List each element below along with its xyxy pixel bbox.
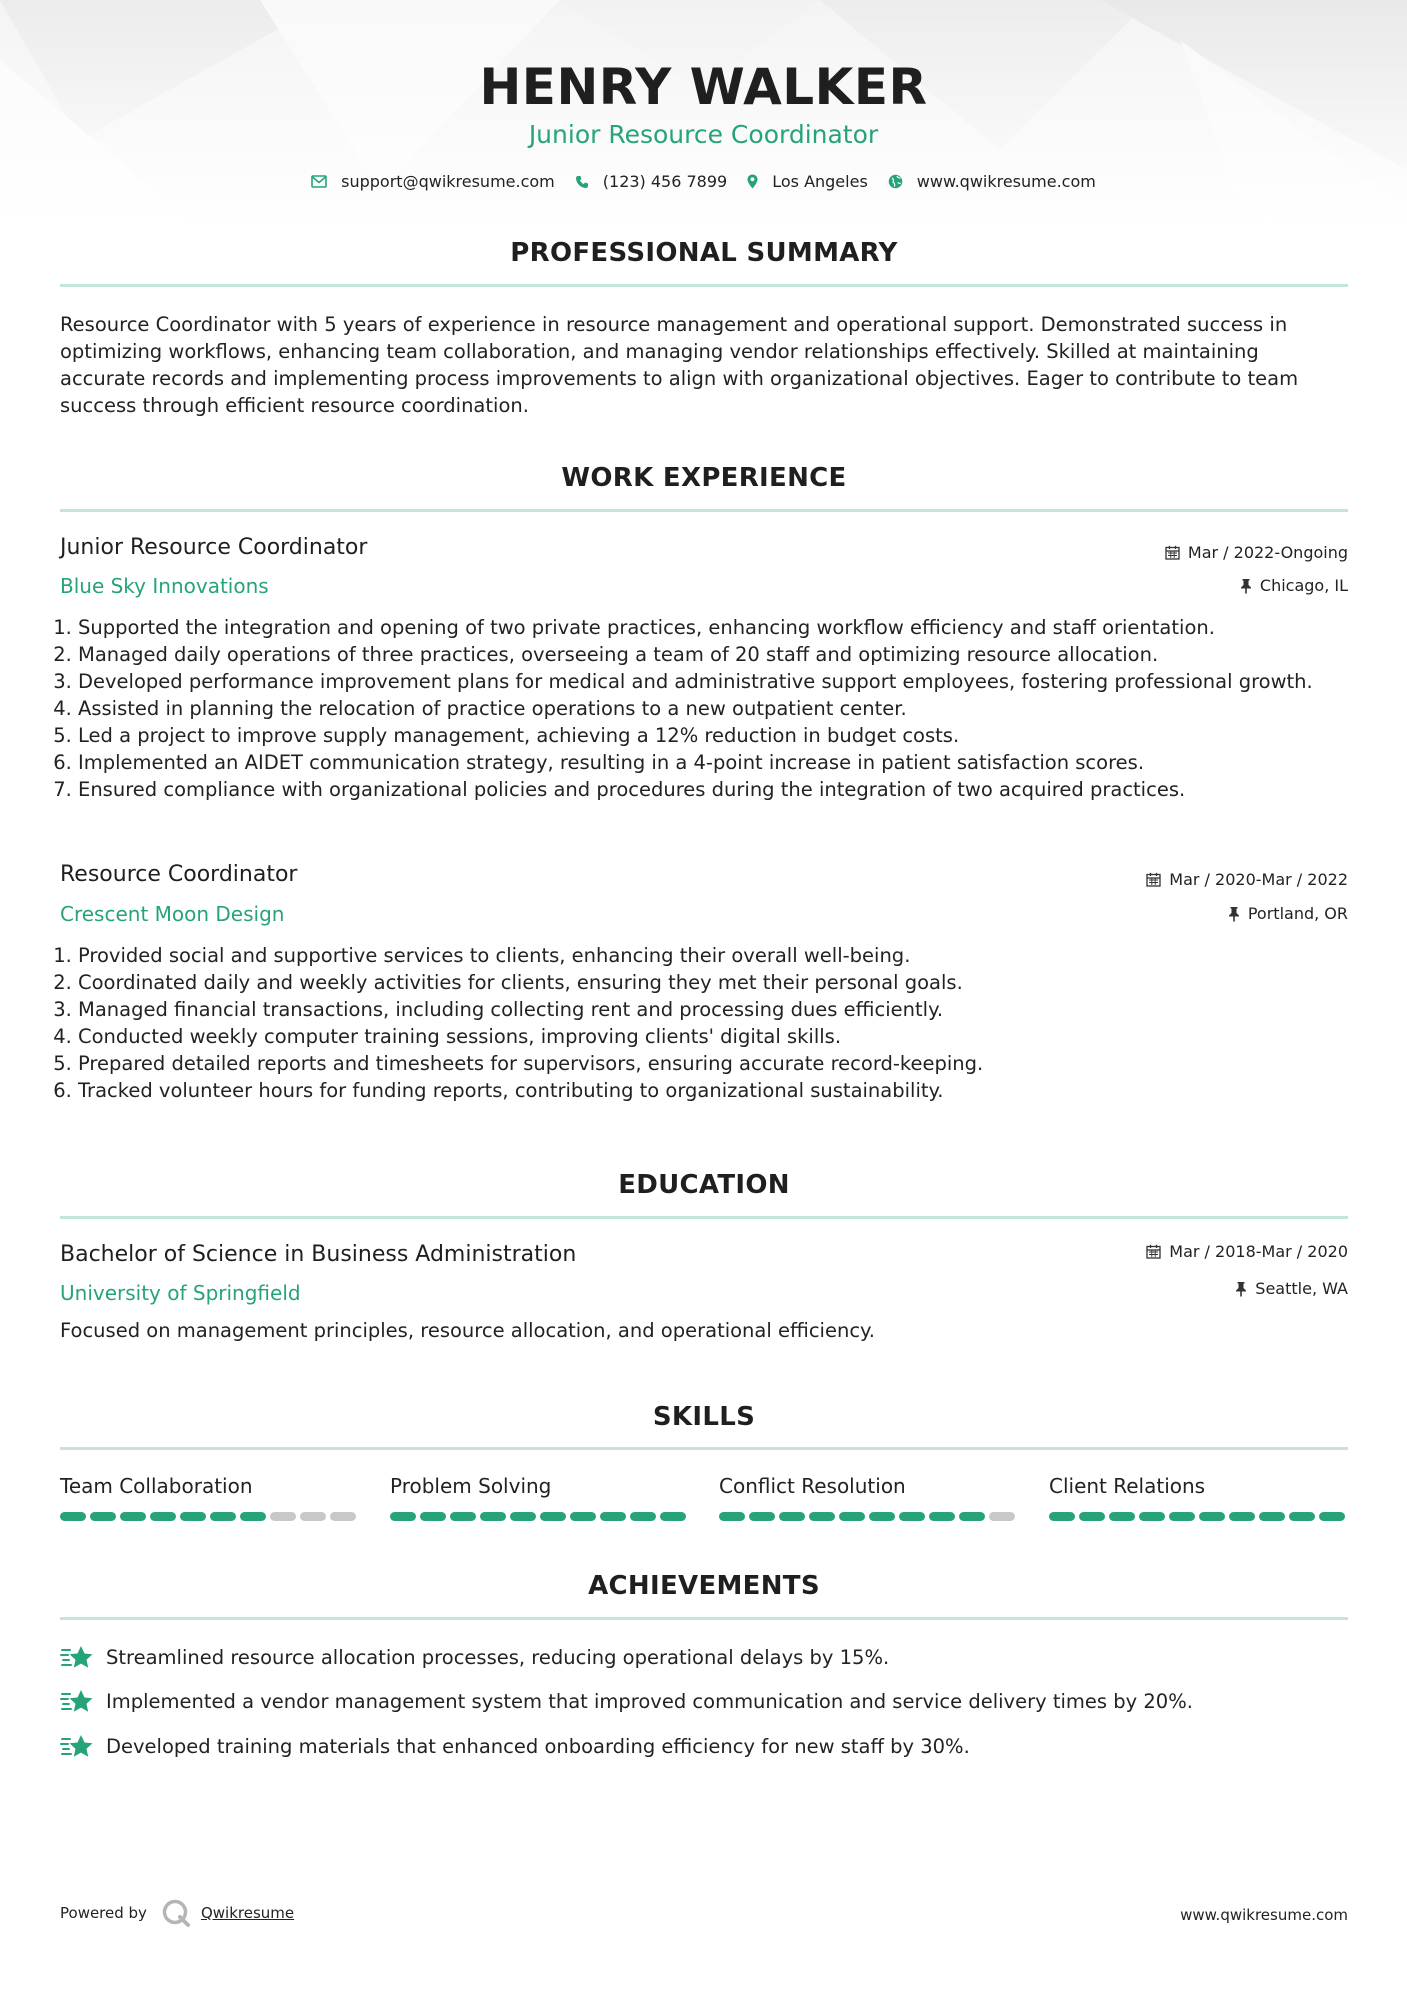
skill-level-bar [719, 1512, 1019, 1521]
pushpin-icon [1235, 1281, 1247, 1297]
education-location-text: Seattle, WA [1255, 1279, 1348, 1298]
skill-segment-filled [660, 1512, 686, 1521]
skill-segment-filled [1199, 1512, 1225, 1521]
job-title: Junior Resource Coordinator [60, 535, 368, 560]
skill-segment-filled [1169, 1512, 1195, 1521]
envelope-icon [311, 175, 327, 188]
job-location-text: Portland, OR [1247, 904, 1348, 923]
star-icon [60, 1644, 94, 1670]
summary-heading: PROFESSIONAL SUMMARY [510, 238, 898, 268]
pushpin-icon [1228, 906, 1240, 922]
skill-segment-filled [510, 1512, 536, 1521]
skill-segment-filled [240, 1512, 266, 1521]
skill-segment-filled [210, 1512, 236, 1521]
education-location [1235, 1279, 1348, 1298]
skill-item [390, 1474, 690, 1521]
skill-name: Conflict Resolution [719, 1474, 906, 1498]
job-bullets [55, 942, 1348, 1104]
job-location [1240, 576, 1348, 595]
skill-segment-filled [1229, 1512, 1255, 1521]
skill-segment-filled [839, 1512, 865, 1521]
skill-segment-filled [1049, 1512, 1075, 1521]
skill-name: Problem Solving [390, 1474, 552, 1498]
education-degree: Bachelor of Science in Business Administration [60, 1242, 577, 1267]
skill-segment-filled [959, 1512, 985, 1521]
achievement-item [60, 1644, 889, 1670]
candidate-name: HENRY WALKER [479, 58, 928, 116]
skill-segment-filled [1289, 1512, 1315, 1521]
skill-segment-filled [570, 1512, 596, 1521]
achievement-text: Streamlined resource allocation processes, reducing operational delays by 15%. [106, 1645, 890, 1669]
calendar-icon [1146, 1244, 1161, 1259]
education-date-text: Mar / 2018-Mar / 2020 [1169, 1242, 1348, 1261]
qwikresume-logo-icon [161, 1898, 191, 1928]
job-date-text: Mar / 2022-Ongoing [1187, 543, 1348, 562]
skill-segment-filled [899, 1512, 925, 1521]
star-icon [60, 1688, 94, 1714]
footer-website[interactable]: www.qwikresume.com [1180, 1906, 1348, 1924]
skill-segment-filled [480, 1512, 506, 1521]
skill-segment-filled [390, 1512, 416, 1521]
skill-segment-filled [150, 1512, 176, 1521]
list-item: 5. Led a project to improve supply management, achieving a 12% reduction in budget costs. [78, 722, 1348, 749]
job-date [1165, 543, 1348, 562]
skill-segment-filled [779, 1512, 805, 1521]
contact-phone-text: (123) 456 7899 [602, 172, 728, 191]
list-item: 6. Implemented an AIDET communication strategy, resulting in a 4-point increase in patient satisfaction scores. [78, 749, 1348, 776]
calendar-icon [1146, 872, 1161, 887]
skill-name: Team Collaboration [60, 1474, 253, 1498]
achievement-item [60, 1688, 1193, 1714]
contact-website[interactable] [888, 172, 1096, 191]
job-location-text: Chicago, IL [1259, 576, 1348, 595]
candidate-title: Junior Resource Coordinator [528, 120, 879, 149]
skill-level-bar [1049, 1512, 1349, 1521]
achievements-heading: ACHIEVEMENTS [588, 1571, 820, 1601]
skill-item [60, 1474, 360, 1521]
list-item: 4. Conducted weekly computer training sessions, improving clients' digital skills. [78, 1023, 1348, 1050]
list-item: 2. Managed daily operations of three practices, overseeing a team of 20 staff and optimizing resource allocation. [78, 641, 1348, 668]
job-title: Resource Coordinator [60, 862, 298, 887]
skill-segment-filled [120, 1512, 146, 1521]
skill-level-bar [60, 1512, 360, 1521]
contact-phone[interactable] [575, 172, 727, 191]
skills-divider [60, 1447, 1348, 1450]
achievement-text: Developed training materials that enhanced onboarding efficiency for new staff by 30%. [106, 1734, 970, 1758]
skill-segment-filled [90, 1512, 116, 1521]
contact-bar [0, 172, 1407, 191]
experience-heading: WORK EXPERIENCE [561, 463, 847, 493]
skill-segment-empty [270, 1512, 296, 1521]
achievement-item [60, 1733, 970, 1759]
pushpin-icon [1240, 578, 1252, 594]
skill-segment-filled [450, 1512, 476, 1521]
list-item: 2. Coordinated daily and weekly activities for clients, ensuring they met their personal goals. [78, 969, 1348, 996]
skill-segment-filled [869, 1512, 895, 1521]
job-company: Blue Sky Innovations [60, 574, 269, 598]
skill-segment-filled [540, 1512, 566, 1521]
list-item: 4. Assisted in planning the relocation of practice operations to a new outpatient center. [78, 695, 1348, 722]
skill-segment-empty [989, 1512, 1015, 1521]
skill-level-bar [390, 1512, 690, 1521]
skill-name: Client Relations [1049, 1474, 1206, 1498]
job-location [1228, 904, 1348, 923]
education-description: Focused on management principles, resource allocation, and operational efficiency. [60, 1319, 876, 1342]
qwikresume-link[interactable]: Qwikresume [200, 1904, 295, 1922]
contact-email[interactable] [311, 172, 555, 191]
phone-icon [575, 175, 589, 189]
globe-icon [888, 174, 903, 189]
skill-segment-filled [60, 1512, 86, 1521]
achievements-divider [60, 1617, 1348, 1620]
skills-heading: SKILLS [652, 1402, 756, 1432]
education-divider [60, 1216, 1348, 1219]
powered-by-label: Powered by [60, 1904, 147, 1922]
skill-segment-filled [1139, 1512, 1165, 1521]
contact-email-text: support@qwikresume.com [341, 172, 555, 191]
skill-segment-filled [1319, 1512, 1345, 1521]
skill-item [1049, 1474, 1349, 1521]
list-item: 1. Supported the integration and opening of two private practices, enhancing workflow efficiency and staff orientation. [78, 614, 1348, 641]
job-date [1146, 870, 1348, 889]
list-item: 3. Developed performance improvement plans for medical and administrative support employees, fostering professional growth. [78, 668, 1348, 695]
list-item: 1. Provided social and supportive services to clients, enhancing their overall well-being. [78, 942, 1348, 969]
achievement-text: Implemented a vendor management system that improved communication and service delivery times by 20%. [106, 1689, 1193, 1713]
footer-powered-by [60, 1898, 294, 1928]
map-pin-icon [747, 174, 758, 189]
skill-segment-empty [300, 1512, 326, 1521]
job-date-text: Mar / 2020-Mar / 2022 [1169, 870, 1348, 889]
contact-location-text: Los Angeles [772, 172, 868, 191]
education-date [1146, 1242, 1348, 1261]
skill-segment-filled [749, 1512, 775, 1521]
education-heading: EDUCATION [618, 1170, 790, 1200]
skill-segment-filled [929, 1512, 955, 1521]
skill-segment-filled [1109, 1512, 1135, 1521]
list-item: 7. Ensured compliance with organizational policies and procedures during the integration of two acquired practices. [78, 776, 1348, 803]
contact-website-text: www.qwikresume.com [916, 172, 1096, 191]
skill-segment-filled [420, 1512, 446, 1521]
list-item: 3. Managed financial transactions, including collecting rent and processing dues efficiently. [78, 996, 1348, 1023]
skill-segment-filled [719, 1512, 745, 1521]
skill-segment-filled [630, 1512, 656, 1521]
skill-segment-filled [180, 1512, 206, 1521]
skill-segment-empty [330, 1512, 356, 1521]
job-company: Crescent Moon Design [60, 902, 285, 926]
list-item: 5. Prepared detailed reports and timesheets for supervisors, ensuring accurate record-keeping. [78, 1050, 1348, 1077]
job-bullets [55, 614, 1348, 803]
contact-location [747, 172, 868, 191]
skill-segment-filled [809, 1512, 835, 1521]
summary-divider [60, 284, 1348, 287]
skill-segment-filled [1259, 1512, 1285, 1521]
education-school: University of Springfield [60, 1281, 301, 1305]
experience-divider [60, 509, 1348, 512]
calendar-icon [1165, 545, 1180, 560]
skill-item [719, 1474, 1019, 1521]
list-item: 6. Tracked volunteer hours for funding reports, contributing to organizational sustainability. [78, 1077, 1348, 1104]
skill-segment-filled [1079, 1512, 1105, 1521]
star-icon [60, 1733, 94, 1759]
summary-text: Resource Coordinator with 5 years of experience in resource management and operational support. Demonstrated success in optimizing workflows, enhancing team collaboration, and managing vendor relationships effectively. Skilled at maintaining accurate records and implementing process improvements to align with organizational objectives. Eager to contribute to team success through efficient resource coordination. [60, 313, 1299, 417]
skill-segment-filled [600, 1512, 626, 1521]
